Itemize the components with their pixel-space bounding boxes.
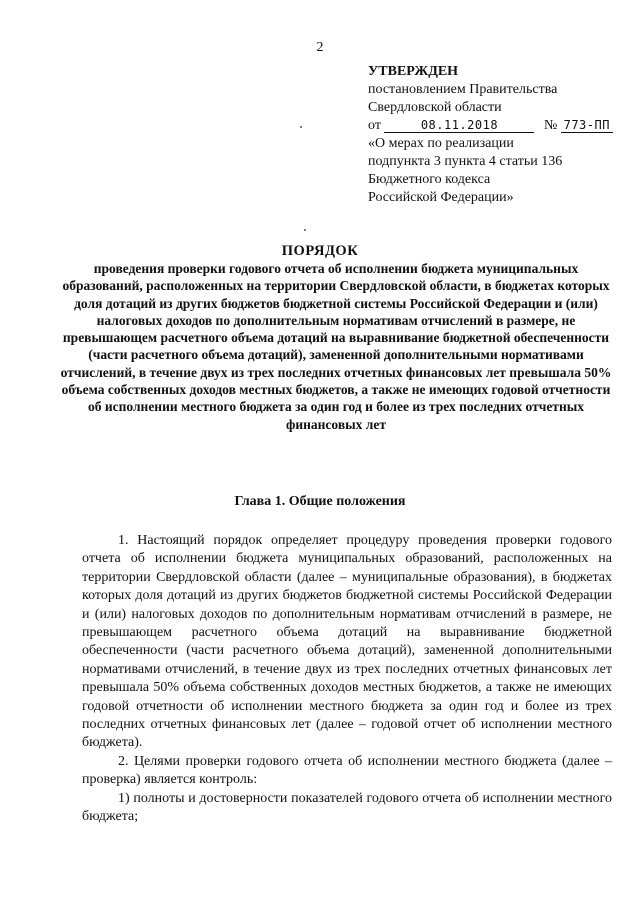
approval-quote-line: Российской Федерации» <box>368 190 514 205</box>
date-prefix: от <box>368 118 381 133</box>
paragraph: 1. Настоящий порядок определяет процедуру проведения проверки годового отчета об исполнении бюджета муниципальных образований, расположенных на территории Свердловской области (далее – муниципальные образования), в бюджетах которых доля дотаций из других бюджетов бюджетной системы Российской Федерации и (или) налоговых доходов по дополнительным нормативам отчислений в размере, не превышающем расчетного объема дотаций на выравнивание бюджетной обеспеченности (части расчетного объема дотаций), замененной дополнительными нормативами отчислений, в течение двух из трех последних отчетных финансовых лет превышала 50% объема собственных доходов местных бюджетов, а также не имеющих годовой отчетности об исполнении местного бюджета за один год и более из трех последних отчетных финансовых лет (далее – годовой отчет об исполнении местного бюджета). <box>82 533 612 751</box>
approval-line-2: Свердловской области <box>368 100 502 115</box>
approval-quote-line: подпункта 3 пункта 4 статьи 136 <box>368 154 563 169</box>
approval-line-1: постановлением Правительства <box>368 82 558 97</box>
approval-block <box>368 63 628 207</box>
paragraph: 1) полноты и достоверности показателей годового отчета об исполнении местного бюджета; <box>82 790 612 825</box>
approval-heading: УТВЕРЖДЕН <box>368 64 459 79</box>
chapter-heading: Глава 1. Общие положения <box>234 494 406 509</box>
scan-speck <box>300 126 302 128</box>
approval-quote-line: Бюджетного кодекса <box>368 172 491 187</box>
document-subtitle: проведения проверки годового отчета об исполнении бюджета муниципальных образований, расположенных на территории Свердловской области, в бюджетах которых доля дотаций из других бюджетов бюджетной системы Российской Федерации и (или) налоговых доходов по дополнительным нормативам отчислений в размере, не превышающем расчетного объема дотаций на выравнивание бюджетной обеспеченности (части расчетного объема дотаций), замененной дополнительными нормативами отчислений, в течение двух из трех последних отчетных финансовых лет превышала 50% объема собственных доходов местных бюджетов, а также не имеющих годовой отчетности об исполнении местного бюджета за один год и более из трех последних отчетных финансовых лет <box>60 261 612 432</box>
approval-date-line <box>368 117 628 135</box>
approval-quote-line: «О мерах по реализации <box>368 136 514 151</box>
page-number: 2 <box>316 40 324 55</box>
body-text <box>82 532 612 827</box>
paragraph: 2. Целями проверки годового отчета об исполнении местного бюджета (далее – проверка) является контроль: <box>82 753 612 788</box>
scan-speck <box>304 229 306 231</box>
approval-date-field: 08.11.2018 <box>384 118 534 133</box>
approval-number-field: 773-ПП <box>561 118 613 133</box>
number-prefix: № <box>543 118 558 133</box>
document-title: ПОРЯДОК <box>281 243 359 259</box>
